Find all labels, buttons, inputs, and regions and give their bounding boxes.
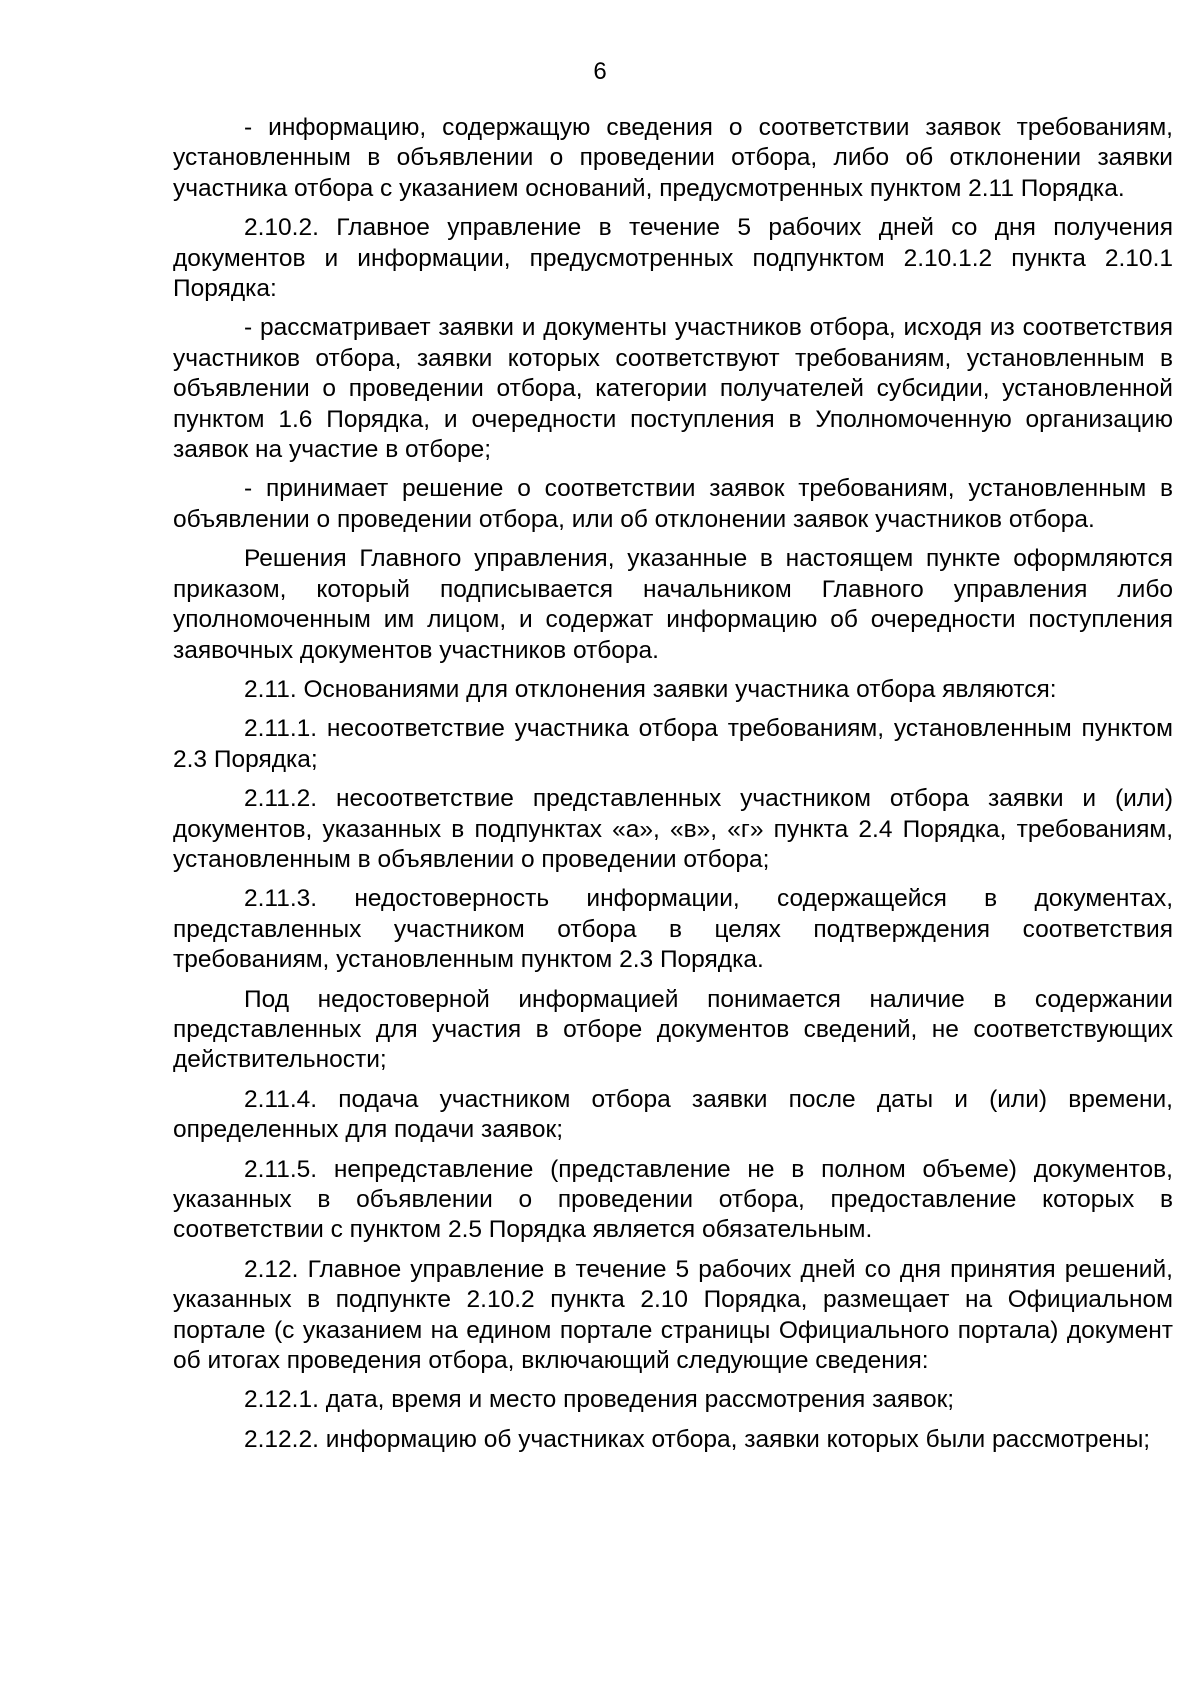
paragraph-decisions-order: Решения Главного управления, указанные в настоящем пункте оформляются приказом, который подписывается начальником Главного управления либо уполномоченным им лицом, и содержат информацию об очередности поступления заявочных документов участников отбора.	[173, 545, 1173, 664]
document-body	[173, 113, 1173, 1464]
paragraph-2-11-5: 2.11.5. непредставление (представление не в полном объеме) документов, указанных в объявлении о проведении отбора, предоставление которых в соответствии с пунктом 2.5 Порядка является обязательным.	[173, 1155, 1173, 1244]
paragraph-2-12: 2.12. Главное управление в течение 5 рабочих дней со дня принятия решений, указанных в подпункте 2.10.2 пункта 2.10 Порядка, размещает на Официальном портале (с указанием на едином портале страницы Официального портала) документ об итогах проведения отбора, включающий следующие сведения:	[173, 1255, 1173, 1375]
page-number: 6	[593, 58, 607, 85]
paragraph-reviews-bullet: - рассматривает заявки и документы участников отбора, исходя из соответствия участников отбора, заявки которых соответствуют требованиям, установленным в объявлении о проведении отбора, категории получателей субсидии, установленной пунктом 1.6 Порядка, и очередности поступления в Уполномоченную организацию заявок на участие в отборе;	[173, 314, 1173, 464]
paragraph-2-11-4: 2.11.4. подача участником отбора заявки после даты и (или) времени, определенных для подачи заявок;	[173, 1085, 1173, 1144]
paragraph-2-11-3: 2.11.3. недостоверность информации, содержащейся в документах, представленных участником отбора в целях подтверждения соответствия требованиям, установленным пунктом 2.3 Порядка.	[173, 885, 1173, 974]
paragraph-2-10-2: 2.10.2. Главное управление в течение 5 рабочих дней со дня получения документов и информации, предусмотренных подпунктом 2.10.1.2 пункта 2.10.1 Порядка:	[173, 214, 1173, 303]
paragraph-2-11: 2.11. Основаниями для отклонения заявки участника отбора являются:	[244, 675, 1057, 703]
paragraph-decision-bullet: - принимает решение о соответствии заявок требованиям, установленным в объявлении о проведении отбора, или об отклонении заявок участников отбора.	[173, 475, 1173, 533]
paragraph-unreliable-info: Под недостоверной информацией понимается наличие в содержании представленных для участия в отборе документов сведений, не соответствующих действительности;	[173, 985, 1173, 1074]
paragraph-2-11-1: 2.11.1. несоответствие участника отбора требованиям, установленным пунктом 2.3 Порядка;	[173, 715, 1173, 773]
paragraph-2-12-2: 2.12.2. информацию об участниках отбора, заявки которых были рассмотрены;	[244, 1425, 1151, 1453]
paragraph-2-11-2: 2.11.2. несоответствие представленных участником отбора заявки и (или) документов, указанных в подпунктах «а», «в», «г» пункта 2.4 Порядка, требованиям, установленным в объявлении о проведении отбора;	[173, 785, 1173, 873]
paragraph-2-12-1: 2.12.1. дата, время и место проведения рассмотрения заявок;	[244, 1386, 955, 1414]
paragraph-info-bullet: - информацию, содержащую сведения о соответствии заявок требованиям, установленным в объявлении о проведении отбора, либо об отклонении заявки участника отбора с указанием оснований, предусмотренных пунктом 2.11 Порядка.	[173, 114, 1173, 202]
